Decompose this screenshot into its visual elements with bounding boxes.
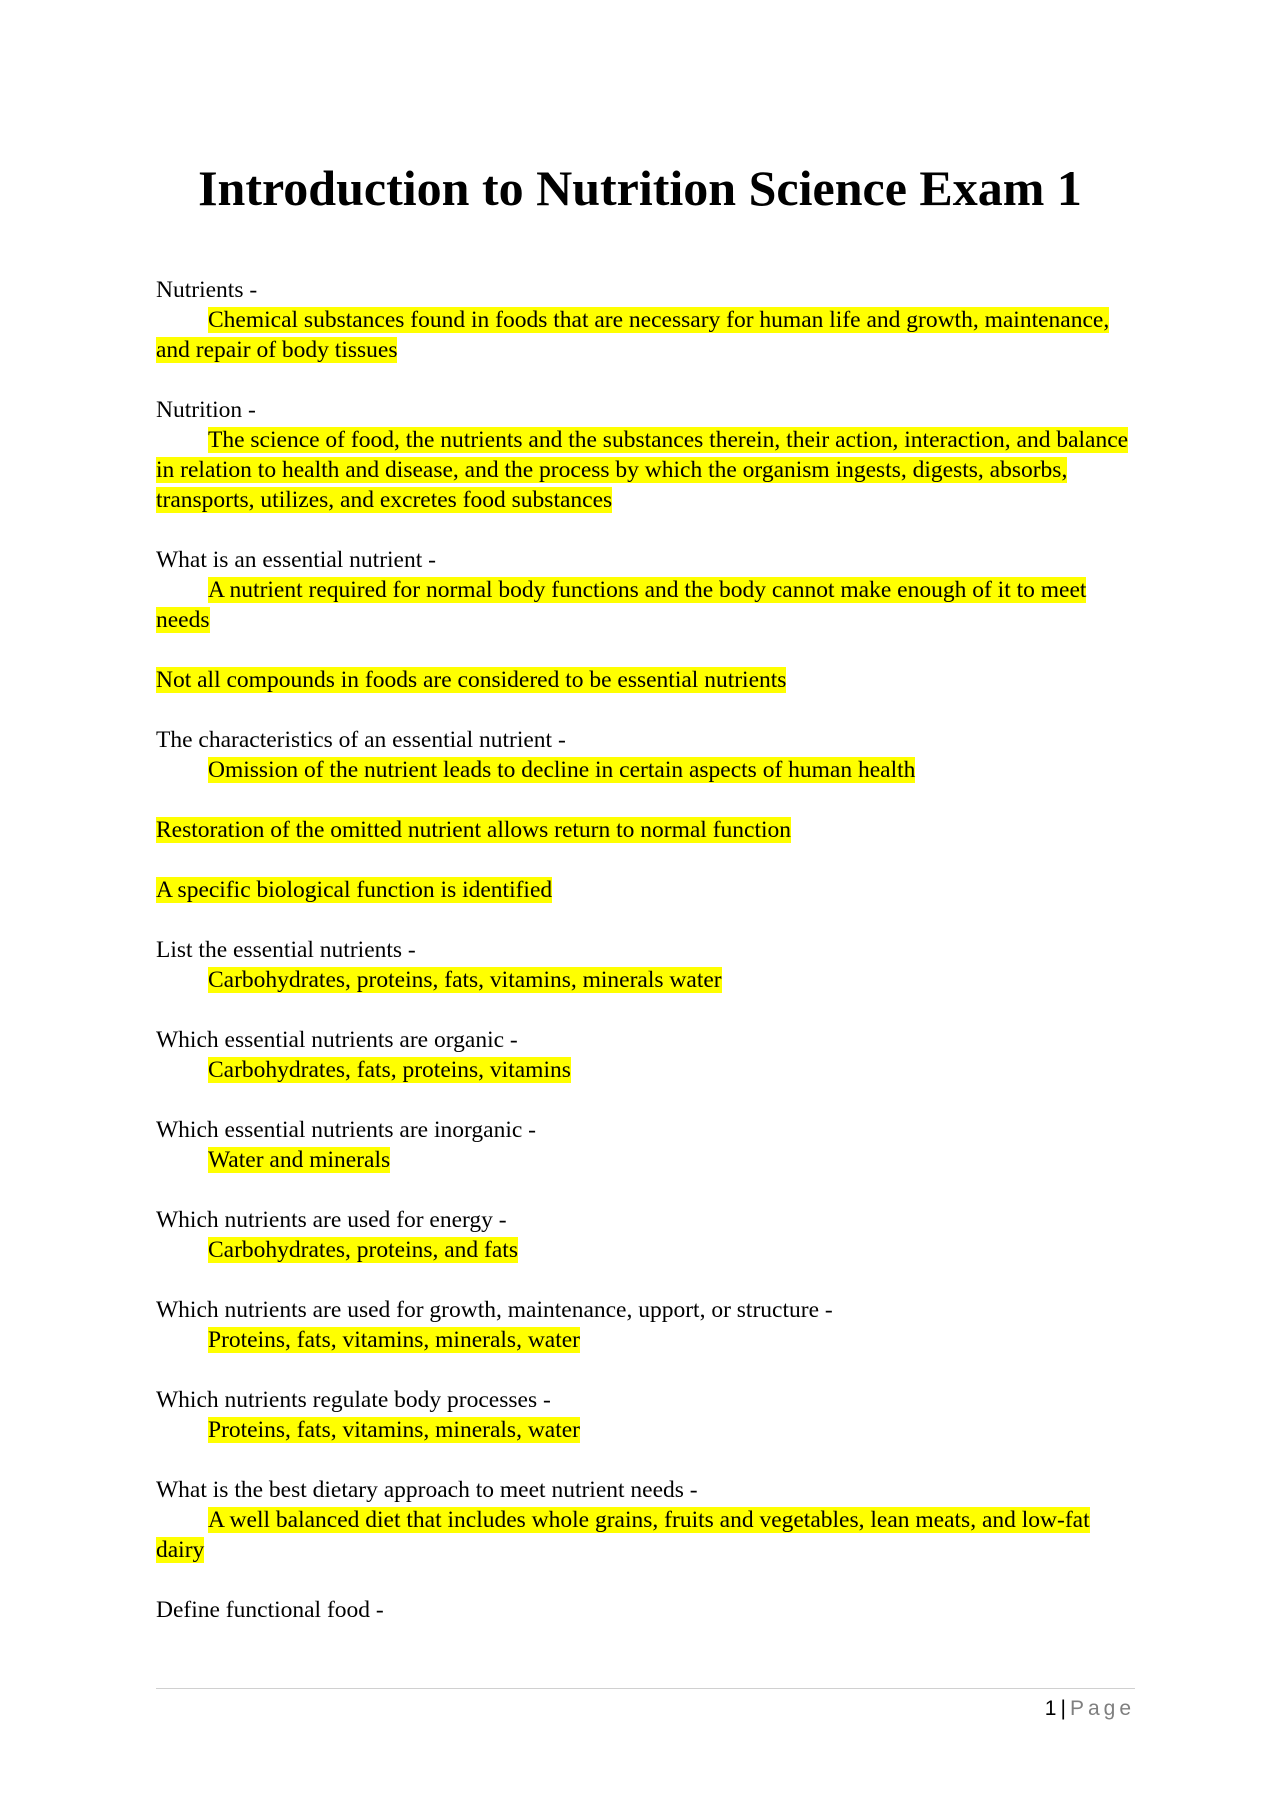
answer-highlight: A well balanced diet that includes whole grains, fruits and vegetables, lean meats, and low-fat dairy bbox=[156, 1507, 1090, 1563]
answer-highlight: Chemical substances found in foods that are necessary for human life and growth, maintenance, and repair of body tissues bbox=[156, 307, 1110, 363]
answer-highlight: Omission of the nutrient leads to decline in certain aspects of human health bbox=[208, 757, 916, 783]
answer-highlight: The science of food, the nutrients and the substances therein, their action, interaction, and balance in relation to health and disease, and the process by which the organism ingests, digests, absorbs, transports, utilizes, and excretes food substances bbox=[156, 427, 1129, 513]
qa-entry bbox=[156, 1115, 1136, 1175]
answer-highlight: Carbohydrates, proteins, and fats bbox=[208, 1237, 518, 1263]
qa-entry bbox=[156, 1595, 1136, 1625]
answer-text bbox=[156, 755, 1136, 785]
question-text: Nutrients - bbox=[156, 277, 258, 303]
qa-entry bbox=[156, 1295, 1136, 1355]
qa-entry bbox=[156, 395, 1136, 515]
qa-entry bbox=[156, 1025, 1136, 1085]
answer-highlight: A specific biological function is identified bbox=[156, 877, 553, 903]
page-label: Page bbox=[1069, 1697, 1135, 1720]
question-text: What is the best dietary approach to meet nutrient needs - bbox=[156, 1477, 698, 1503]
extra-answer-line bbox=[156, 875, 1136, 905]
answer-highlight: Restoration of the omitted nutrient allows return to normal function bbox=[156, 817, 792, 843]
answer-text bbox=[156, 1055, 1136, 1085]
answer-text bbox=[156, 1325, 1136, 1355]
answer-highlight: Carbohydrates, fats, proteins, vitamins bbox=[208, 1057, 571, 1083]
page-separator: | bbox=[1060, 1697, 1066, 1720]
qa-entry bbox=[156, 725, 1136, 785]
question-text: The characteristics of an essential nutrient - bbox=[156, 727, 566, 753]
qa-entry bbox=[156, 935, 1136, 995]
answer-highlight: A nutrient required for normal body functions and the body cannot make enough of it to meet needs bbox=[156, 577, 1087, 633]
question-text: What is an essential nutrient - bbox=[156, 547, 436, 573]
question-text: List the essential nutrients - bbox=[156, 937, 416, 963]
question-text: Nutrition - bbox=[156, 397, 256, 423]
page-footer bbox=[156, 1694, 1135, 1724]
answer-highlight: Carbohydrates, proteins, fats, vitamins, minerals water bbox=[208, 967, 722, 993]
answer-highlight: Water and minerals bbox=[208, 1147, 391, 1173]
answer-text bbox=[156, 965, 1136, 995]
answer-text bbox=[156, 1505, 1136, 1565]
question-text: Which nutrients regulate body processes - bbox=[156, 1387, 551, 1413]
extra-answer-line bbox=[156, 815, 1136, 845]
answer-text bbox=[156, 425, 1136, 515]
question-text: Which nutrients are used for energy - bbox=[156, 1207, 507, 1233]
qa-entry bbox=[156, 275, 1136, 365]
answer-highlight: Not all compounds in foods are considered to be essential nutrients bbox=[156, 667, 787, 693]
answer-highlight: Proteins, fats, vitamins, minerals, water bbox=[208, 1417, 581, 1443]
qa-entry bbox=[156, 1385, 1136, 1445]
document-title: Introduction to Nutrition Science Exam 1 bbox=[198, 160, 1082, 216]
answer-text bbox=[156, 305, 1136, 365]
answer-text bbox=[156, 575, 1136, 635]
footer-divider bbox=[156, 1688, 1135, 1689]
question-text: Define functional food - bbox=[156, 1597, 384, 1623]
answer-highlight: Proteins, fats, vitamins, minerals, water bbox=[208, 1327, 581, 1353]
page-number: 1 bbox=[1044, 1697, 1057, 1720]
answer-text bbox=[156, 1415, 1136, 1445]
answer-text bbox=[156, 1145, 1136, 1175]
qa-list bbox=[156, 275, 1136, 1655]
extra-answer-line bbox=[156, 665, 1136, 695]
qa-entry bbox=[156, 1475, 1136, 1565]
question-text: Which essential nutrients are organic - bbox=[156, 1027, 518, 1053]
qa-entry bbox=[156, 545, 1136, 635]
qa-entry bbox=[156, 1205, 1136, 1265]
question-text: Which nutrients are used for growth, maintenance, upport, or structure - bbox=[156, 1297, 833, 1323]
question-text: Which essential nutrients are inorganic - bbox=[156, 1117, 537, 1143]
answer-text bbox=[156, 1235, 1136, 1265]
